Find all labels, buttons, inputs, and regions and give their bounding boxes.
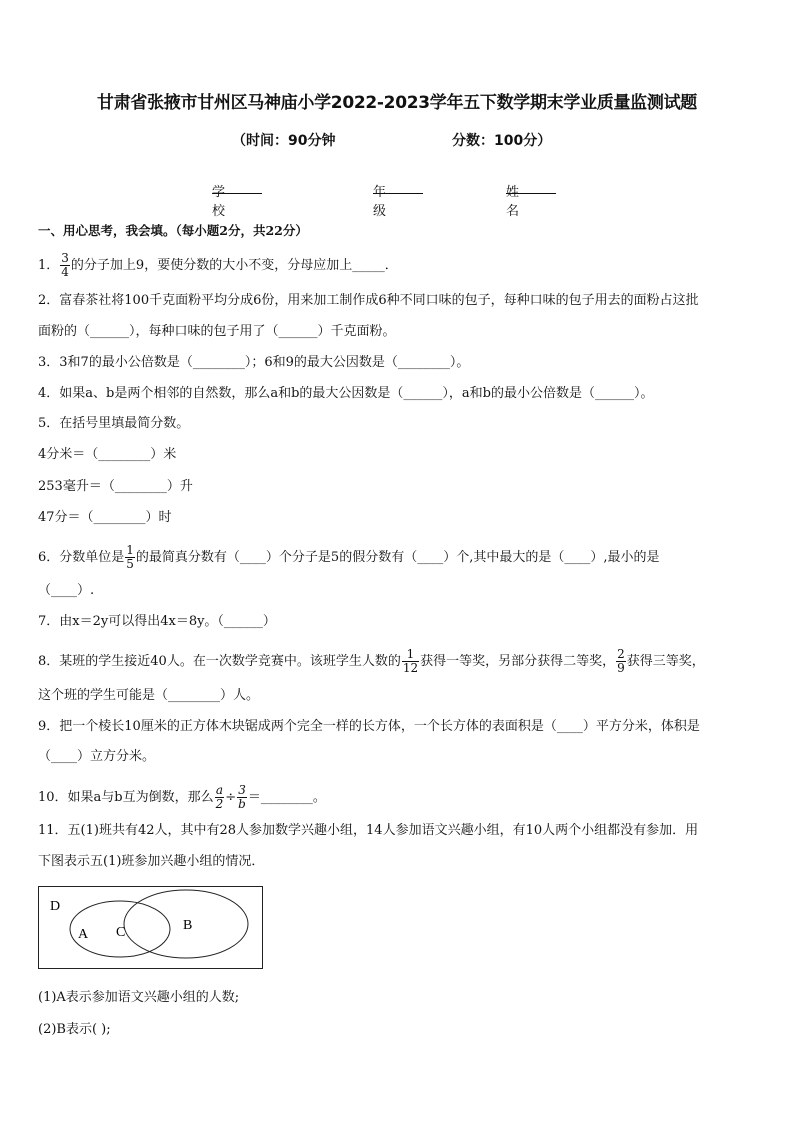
question-6-line2: （____）. [38, 583, 95, 598]
label-c: C [116, 925, 126, 940]
grade-label: 年级 [373, 185, 387, 219]
question-11-line1: 11．五(1)班共有42人，其中有28人参加数学兴趣小组，14人参加语文兴趣小组，有10人两个小组都没有参加．用 [38, 823, 699, 838]
question-7: 7．由x＝2y可以得出4x＝8y。（______） [38, 614, 276, 629]
name-label: 姓名 [506, 185, 520, 219]
fraction-3-b: $\frac{3}{b}$ [238, 783, 246, 811]
page-title: 甘肃省张掖市甘州区马神庙小学2022-2023学年五下数学期末学业质量监测试题 [97, 93, 697, 113]
venn-frame [39, 887, 263, 969]
label-d: D [50, 899, 61, 914]
fraction-3-4: $\frac{3}{4}$ [61, 251, 69, 279]
venn-diagram [38, 886, 263, 969]
question-2-line2: 面粉的（______），每种口味的包子用了（______）千克面粉。 [38, 324, 396, 339]
section-heading: 一、用心思考，我会填。（每小题2分，共22分） [38, 223, 308, 238]
question-3: 3．3和7的最小公倍数是（________）；6和9的最大公因数是（________）。 [38, 355, 470, 370]
question-11-sub2: (2)B表示( ); [38, 1022, 111, 1037]
fraction-1-5: $\frac{1}{5}$ [126, 543, 134, 571]
question-10: 10．如果a与b互为倒数，那么 $\frac{a}{2}$ ÷ $\frac{3}{b}$ ＝________。 [38, 783, 326, 811]
question-8-line1: 8．某班的学生接近40人。在一次数学竞赛中。该班学生人数的 $\frac{1}{12}$ 获得一等奖，另部分获得二等奖， $\frac{2}{9}$ 获得三等奖， [38, 647, 705, 675]
question-9-line2: （____）立方分米。 [38, 749, 156, 764]
question-1: 1． $\frac{3}{4}$ 的分子加上9，要使分数的大小不变，分母应加上_____． [38, 251, 398, 279]
question-9-line1: 9．把一个棱长10厘米的正方体木块锯成两个完全一样的长方体，一个长方体的表面积是（____）平方分米，体积是 [38, 719, 700, 734]
exam-score: 分数：100分） [452, 133, 552, 149]
question-11-sub1: (1)A表示参加语文兴趣小组的人数; [38, 990, 240, 1005]
question-5b: 253毫升＝（________）升 [38, 479, 193, 494]
question-5-title: 5．在括号里填最简分数。 [38, 416, 190, 431]
question-4: 4．如果a、b是两个相邻的自然数，那么a和b的最大公因数是（______），a和b的最小公倍数是（______）。 [38, 386, 654, 401]
label-a: A [78, 927, 89, 942]
fraction-2-9: $\frac{2}{9}$ [617, 647, 625, 675]
question-5c: 47分＝（________）时 [38, 510, 172, 525]
fraction-1-12: $\frac{1}{12}$ [402, 647, 419, 675]
fraction-a-2: $\frac{a}{2}$ [215, 783, 224, 811]
question-5a: 4分米＝（________）米 [38, 447, 177, 462]
school-label: 学校 [212, 185, 226, 219]
question-6-line1: 6．分数单位是 $\frac{1}{5}$ 的最简真分数有（____）个分子是5的假分数有（____）个,其中最大的是（____）,最小的是 [38, 543, 660, 571]
question-2-line1: 2．富春茶社将100千克面粉平均分成6份，用来加工制作成6种不同口味的包子，每种口味的包子用去的面粉占这批 [38, 293, 699, 308]
exam-time: （时间：90分钟 [232, 133, 336, 149]
question-8-line2: 这个班的学生可能是（________）人。 [38, 688, 260, 703]
question-11-line2: 下图表示五(1)班参加兴趣小组的情况． [38, 854, 265, 869]
label-b: B [183, 918, 193, 933]
